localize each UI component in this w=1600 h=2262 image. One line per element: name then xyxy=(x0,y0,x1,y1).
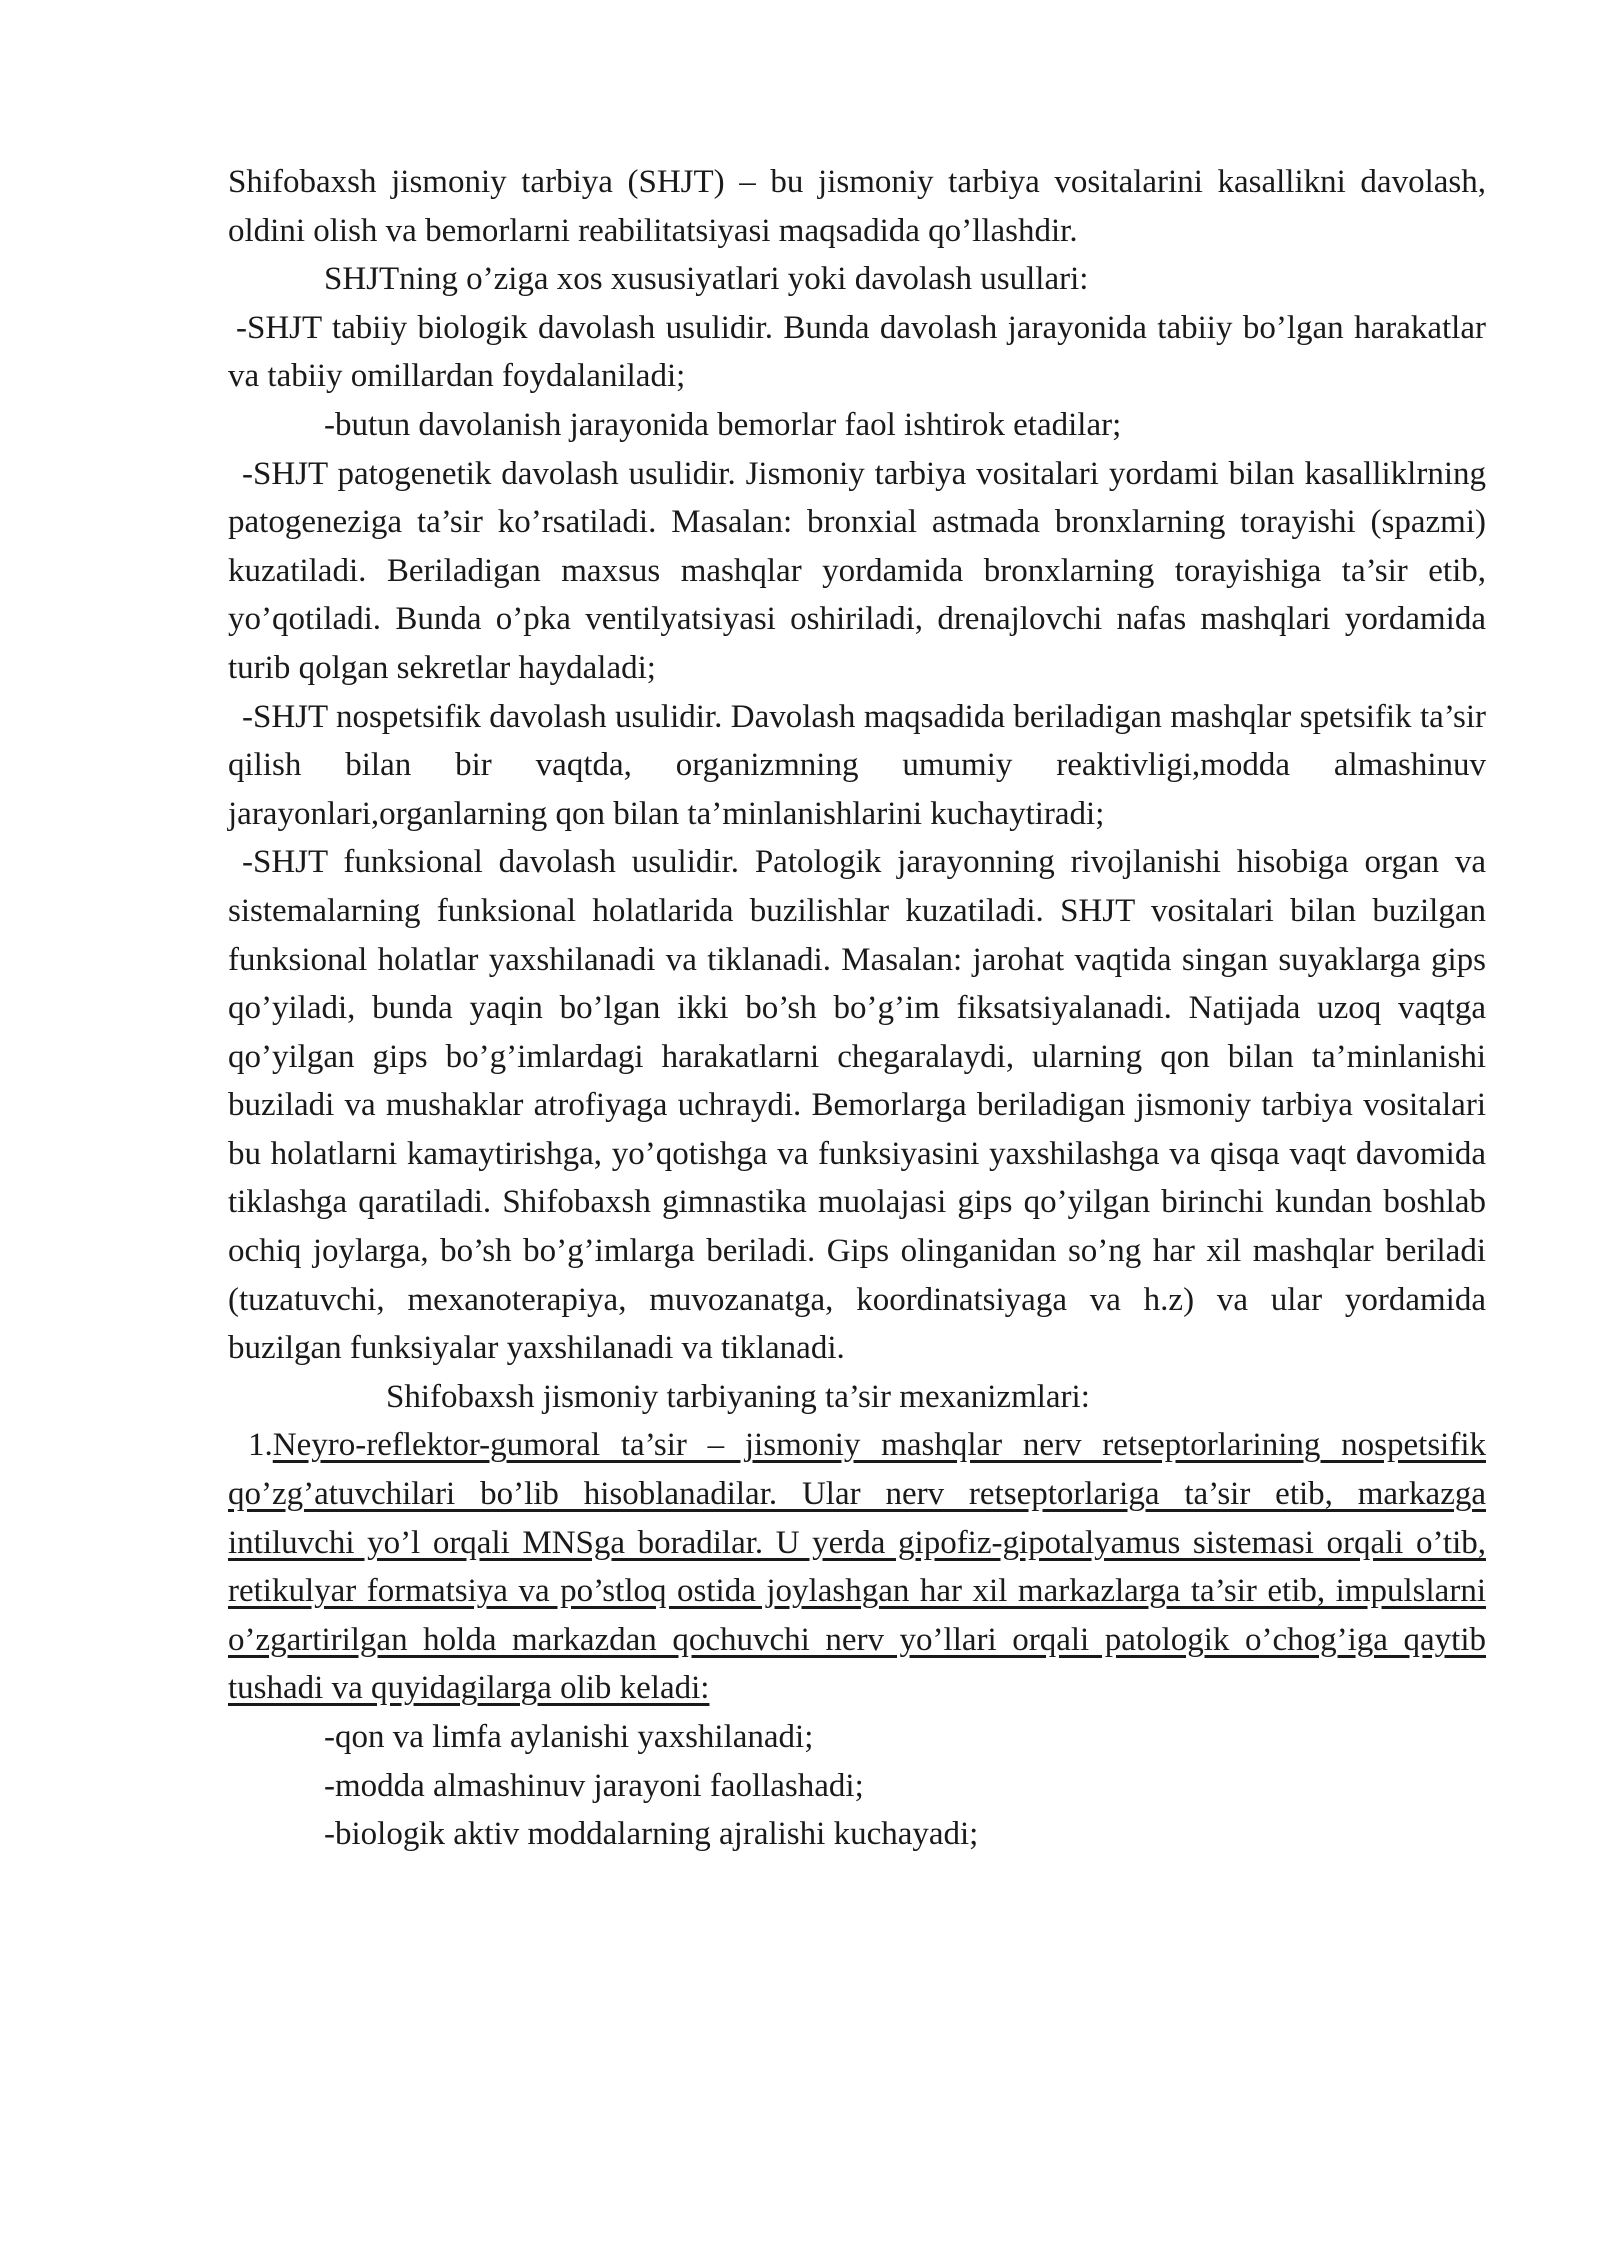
biological-method-paragraph: -SHJT tabiiy biologik davolash usulidir. Bunda davolash jarayonida tabiiy bo’lgan harakatlar va tabiiy omillardan foydalaniladi; xyxy=(228,309,1486,395)
document-page xyxy=(228,158,1486,1859)
pathogenetic-method-paragraph: -SHJT patogenetik davolash usulidir. Jismoniy tarbiya vositalari yordami bilan kasalliklrning patogeneziga ta’sir ko’rsatiladi. Masalan: bronxial astmada bronxlarning torayishi (spazmi) kuzatiladi. Beriladigan maxsus mashqlar yordamida bronxlarning torayishiga ta’sir etib, yo’qotiladi. Bunda o’pka ventilyatsiyasi oshiriladi, drenajlovchi nafas mashqlari yordamida turib qolgan sekretlar haydaladi; xyxy=(228,455,1486,686)
mechanisms-heading: Shifobaxsh jismoniy tarbiyaning ta’sir mexanizmlari: xyxy=(386,1378,1090,1415)
mechanism-1-paragraph xyxy=(228,1421,1486,1713)
features-heading: SHJTning o’ziga xos xususiyatlari yoki davolash usullari: xyxy=(324,261,1089,298)
effect-item-blood-lymph: -qon va limfa aylanishi yaxshilanadi; xyxy=(324,1719,814,1755)
functional-method-paragraph: -SHJT funksional davolash usulidir. Patologik jarayonning rivojlanishi hisobiga organ va sistemalarning funksional holatlarida buzilishlar kuzatiladi. SHJT vositalari bilan buzilgan funksional holatlar yaxshilanadi va tiklanadi. Masalan: jarohat vaqtida singan suyaklarga gips qo’yiladi, bunda yaqin bo’lgan ikki bo’sh bo’g’im fiksatsiyalanadi. Natijada uzoq vaqtga qo’yilgan gips bo’g’imlardagi harakatlarni chegaralaydi, ularning qon bilan ta’minlanishi buziladi va mushaklar atrofiyaga uchraydi. Bemorlarga beriladigan jismoniy tarbiya vositalari bu holatlarni kamaytirishga, yo’qotishga va funksiyasini yaxshilashga va qisqa vaqt davomida tiklashga qaratiladi. Shifobaxsh gimnastika muolajasi gips qo’yilgan birinchi kundan boshlab ochiq joylarga, bo’sh bo’g’imlarga beriladi. Gips olinganidan so’ng har xil mashqlar beriladi (tuzatuvchi, mexanoterapiya, muvozanatga, koordinatsiyaga va h.z) va ular yordamida buzilgan funksiyalar yaxshilanadi va tiklanadi. xyxy=(228,844,1486,1367)
active-participation-paragraph: -butun davolanish jarayonida bemorlar faol ishtirok etadilar; xyxy=(324,406,1122,443)
effect-item-bioactive: -biologik aktiv moddalarning ajralishi kuchayadi; xyxy=(324,1816,979,1853)
effect-item-metabolism: -modda almashinuv jarayoni faollashadi; xyxy=(324,1767,864,1804)
nonspecific-method-paragraph: -SHJT nospetsifik davolash usulidir. Davolash maqsadida beriladigan mashqlar spetsifik ta’sir qilish bilan bir vaqtda, organizmning umumiy reaktivligi,modda almashinuv jarayonlari,organlarning qon bilan ta’minlanishlarini kuchaytiradi; xyxy=(228,698,1486,832)
mechanism-1-text: Neyro-reflektor-gumoral ta’sir – jismoniy mashqlar nerv retseptorlarining nospetsifik qo’zg’atuvchilari bo’lib hisoblanadilar. Ular nerv retseptorlariga ta’sir etib, markazga intiluvchi yo’l orqali MNSga boradilar. U yerda gipofiz-gipotalyamus sistemasi orqali o’tib, retikulyar formatsiya va po’stloq ostida joylashgan har xil markazlarga ta’sir etib, impulslarni o’zgartirilgan holda markazdan qochuvchi nerv yo’llari orqali patologik o’chog’iga qaytib tushadi va quyidagilarga olib keladi: xyxy=(228,1427,1486,1707)
intro-paragraph: Shifobaxsh jismoniy tarbiya (SHJT) – bu jismoniy tarbiya vositalarini kasallikni davolash, oldini olish va bemorlarni reabilitatsiyasi maqsadida qo’llashdir. xyxy=(228,164,1486,249)
mechanism-1-number: 1. xyxy=(248,1427,273,1464)
